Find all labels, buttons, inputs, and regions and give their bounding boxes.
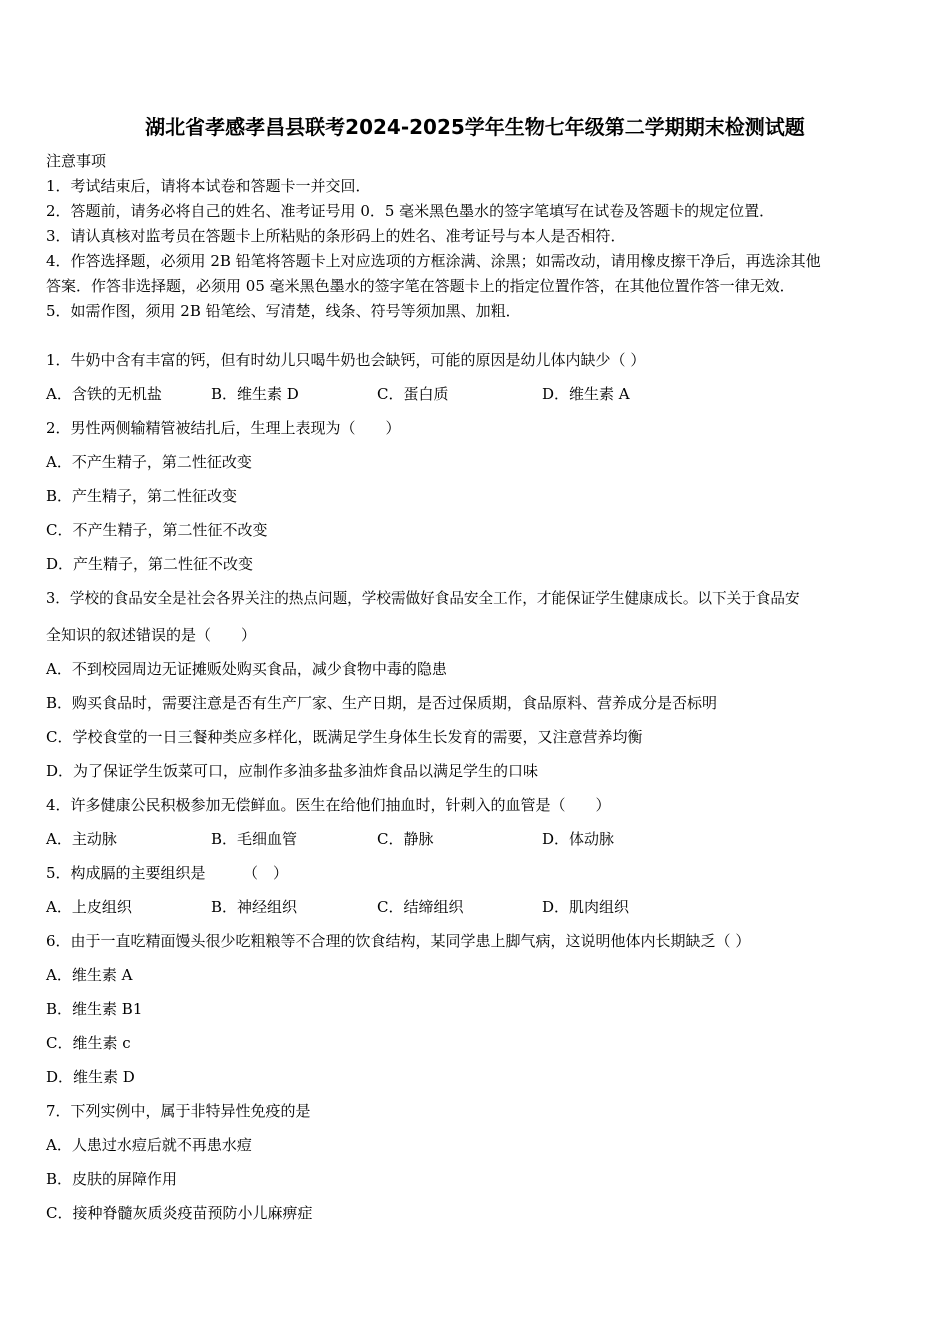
option: C．维生素 c — [46, 1034, 131, 1052]
option: B．毛细血管 — [211, 830, 298, 848]
question-7-stem: 7．下列实例中，属于非特异性免疫的是 — [46, 1102, 311, 1120]
option: C．接种脊髓灰质炎疫苗预防小儿麻痹症 — [46, 1204, 313, 1222]
notice-item: 3．请认真核对监考员在答题卡上所粘贴的条形码上的姓名、准考证号与本人是否相符． — [46, 227, 626, 245]
question-2-stem: 2．男性两侧输精管被结扎后，生理上表现为（ ） — [46, 419, 401, 437]
option: B．皮肤的屏障作用 — [46, 1170, 178, 1188]
option: C．结缔组织 — [377, 898, 464, 916]
option: B．购买食品时，需要注意是否有生产厂家、生产日期，是否过保质期，食品原料、营养成分是否标明 — [46, 694, 718, 712]
question-1-stem: 1．牛奶中含有丰富的钙，但有时幼儿只喝牛奶也会缺钙，可能的原因是幼儿体内缺少（ ） — [46, 351, 646, 369]
option: B．维生素 D — [211, 385, 299, 403]
page-title: 湖北省孝感孝昌县联考2024-2025学年生物七年级第二学期期末检测试题 — [145, 115, 805, 139]
notice-heading: 注意事项 — [46, 152, 107, 170]
notice-item: 5．如需作图，须用 2B 铅笔绘、写清楚，线条、符号等须加黑、加粗． — [46, 302, 521, 320]
option: A．人患过水痘后就不再患水痘 — [46, 1136, 252, 1154]
option: D．维生素 D — [46, 1068, 135, 1086]
option: B．产生精子，第二性征改变 — [46, 487, 238, 505]
question-4-stem: 4．许多健康公民积极参加无偿鲜血。医生在给他们抽血时，针刺入的血管是（ ） — [46, 796, 611, 814]
option: A．上皮组织 — [46, 898, 132, 916]
option: A．含铁的无机盐 — [46, 385, 162, 403]
option: D．为了保证学生饭菜可口，应制作多油多盐多油炸食品以满足学生的口味 — [46, 762, 539, 780]
option: A．主动脉 — [46, 830, 117, 848]
option: B．神经组织 — [211, 898, 298, 916]
option: C．学校食堂的一日三餐种类应多样化，既满足学生身体生长发育的需要，又注意营养均衡 — [46, 728, 643, 746]
option: C．蛋白质 — [377, 385, 449, 403]
option: D．体动脉 — [542, 830, 615, 848]
question-3-stem: 3．学校的食品安全是社会各界关注的热点问题，学校需做好食品安全工作，才能保证学生健康成长。以下关于食品安 — [46, 590, 800, 607]
option: A．不到校园周边无证摊贩处购买食品，减少食物中毒的隐患 — [46, 660, 447, 678]
notice-item: 4．作答选择题，必须用 2B 铅笔将答题卡上对应选项的方框涂满、涂黑；如需改动，请用橡皮擦干净后，再选涂其他 — [46, 252, 821, 270]
option: C．不产生精子，第二性征不改变 — [46, 521, 268, 539]
notice-item: 答案．作答非选择题，必须用 05 毫米黑色墨水的签字笔在答题卡上的指定位置作答，在其他位置作答一律无效． — [46, 277, 795, 295]
option: D．产生精子，第二性征不改变 — [46, 555, 254, 573]
option: A．维生素 A — [46, 966, 133, 984]
notice-item: 2．答题前，请务必将自己的姓名、准考证号用 0．5 毫米黑色墨水的签字笔填写在试卷及答题卡的规定位置． — [46, 202, 775, 220]
option: D．维生素 A — [542, 385, 630, 403]
notice-item: 1．考试结束后，请将本试卷和答题卡一并交回． — [46, 177, 371, 195]
question-6-stem: 6．由于一直吃精面馒头很少吃粗粮等不合理的饮食结构，某同学患上脚气病，这说明他体内长期缺乏（ ） — [46, 932, 751, 950]
question-5-stem: 5．构成膈的主要组织是 （ ） — [46, 864, 289, 882]
question-3-stem-cont: 全知识的叙述错误的是（ ） — [46, 626, 257, 644]
option: C．静脉 — [377, 830, 434, 848]
option: A．不产生精子，第二性征改变 — [46, 453, 252, 471]
option: D．肌肉组织 — [542, 898, 630, 916]
option: B．维生素 B1 — [46, 1000, 143, 1018]
